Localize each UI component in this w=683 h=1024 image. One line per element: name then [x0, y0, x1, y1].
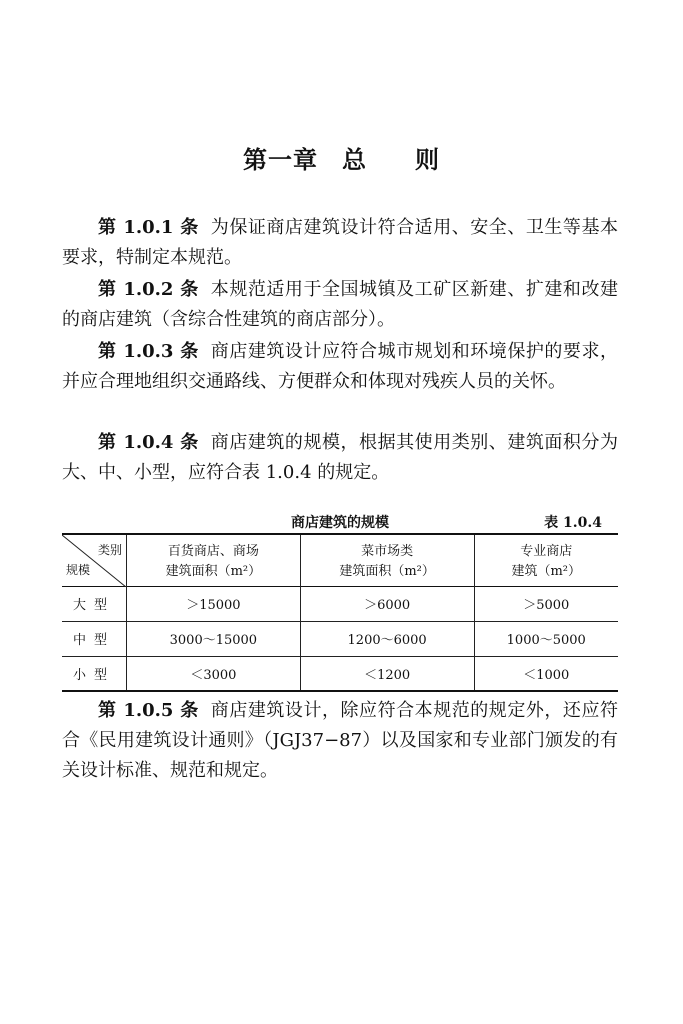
article-1-0-5: [62, 696, 618, 786]
row-label: 小型: [72, 667, 115, 683]
table-row: [62, 586, 618, 621]
shop-scale-table: [62, 533, 618, 692]
table-row: [62, 621, 618, 656]
article-label: 第 1.0.1 条: [98, 217, 199, 238]
column-header: [300, 534, 474, 586]
article-text: 商店建筑设计应符合城市规划和环境保护的要求，并应合理地组织交通路线、方便群众和体现对残疾人员的关怀。: [62, 341, 619, 392]
table-cell: ＞15000: [127, 586, 301, 621]
column-header-line1: 百货商店、商场: [167, 543, 259, 559]
column-header-line2: 建筑面积（m²）: [165, 563, 262, 579]
table-cell: 1200～6000: [300, 621, 474, 656]
article-text: 商店建筑设计，除应符合本规范的规定外，还应符合《民用建筑设计通则》（JGJ37−87）以及国家和专业部门颁发的有关设计标准、规范和规定。: [62, 700, 619, 781]
table-header: [62, 508, 618, 532]
column-header: [127, 534, 301, 586]
table-cell: ＞5000: [474, 586, 618, 621]
table-cell: ＞6000: [300, 586, 474, 621]
column-header-line2: 建筑（m²）: [511, 563, 582, 579]
column-header-line2: 建筑面积（m²）: [339, 563, 435, 579]
table-cell: ＜3000: [127, 656, 301, 691]
table-header-row: [62, 534, 618, 586]
article-text: 商店建筑的规模，根据其使用类别、建筑面积分为大、中、小型，应符合表 1.0.4 的规定。: [62, 432, 619, 483]
column-header-line1: 专业商店: [520, 543, 573, 559]
article-text: 为保证商店建筑设计符合适用、安全、卫生等基本要求，特制定本规范。: [62, 217, 619, 268]
article-1-0-3: [62, 337, 618, 397]
row-label: 大型: [72, 598, 115, 613]
row-label: 中型: [72, 633, 115, 648]
article-text: 本规范适用于全国城镇及工矿区新建、扩建和改建的商店建筑（含综合性建筑的商店部分）。: [62, 279, 619, 330]
article-label: 第 1.0.2 条: [98, 279, 199, 300]
column-header: [474, 534, 618, 586]
table-caption: 商店建筑的规模: [291, 515, 389, 531]
chapter-title-char-1: 总: [342, 145, 367, 174]
article-label: 第 1.0.5 条: [98, 700, 199, 721]
chapter-title: [0, 140, 683, 175]
table-cell: ＜1200: [300, 656, 474, 691]
table-cell: 3000～15000: [127, 621, 301, 656]
corner-scale-label: 规模: [66, 562, 91, 577]
corner-cell: [62, 534, 127, 586]
column-header-line1: 菜市场类: [361, 543, 414, 559]
article-1-0-4: [62, 428, 618, 488]
table-row: [62, 656, 618, 691]
table-cell: ＜1000: [474, 656, 618, 691]
corner-category-label: 类别: [97, 543, 122, 557]
table-cell: 1000～5000: [474, 621, 618, 656]
chapter-number: 第一章: [243, 145, 318, 174]
article-1-0-1: [62, 213, 618, 273]
article-label: 第 1.0.4 条: [98, 432, 199, 453]
chapter-title-char-2: 则: [415, 145, 440, 174]
article-label: 第 1.0.3 条: [98, 341, 199, 362]
table-number: 表 1.0.4: [544, 515, 602, 531]
article-1-0-2: [62, 275, 618, 335]
